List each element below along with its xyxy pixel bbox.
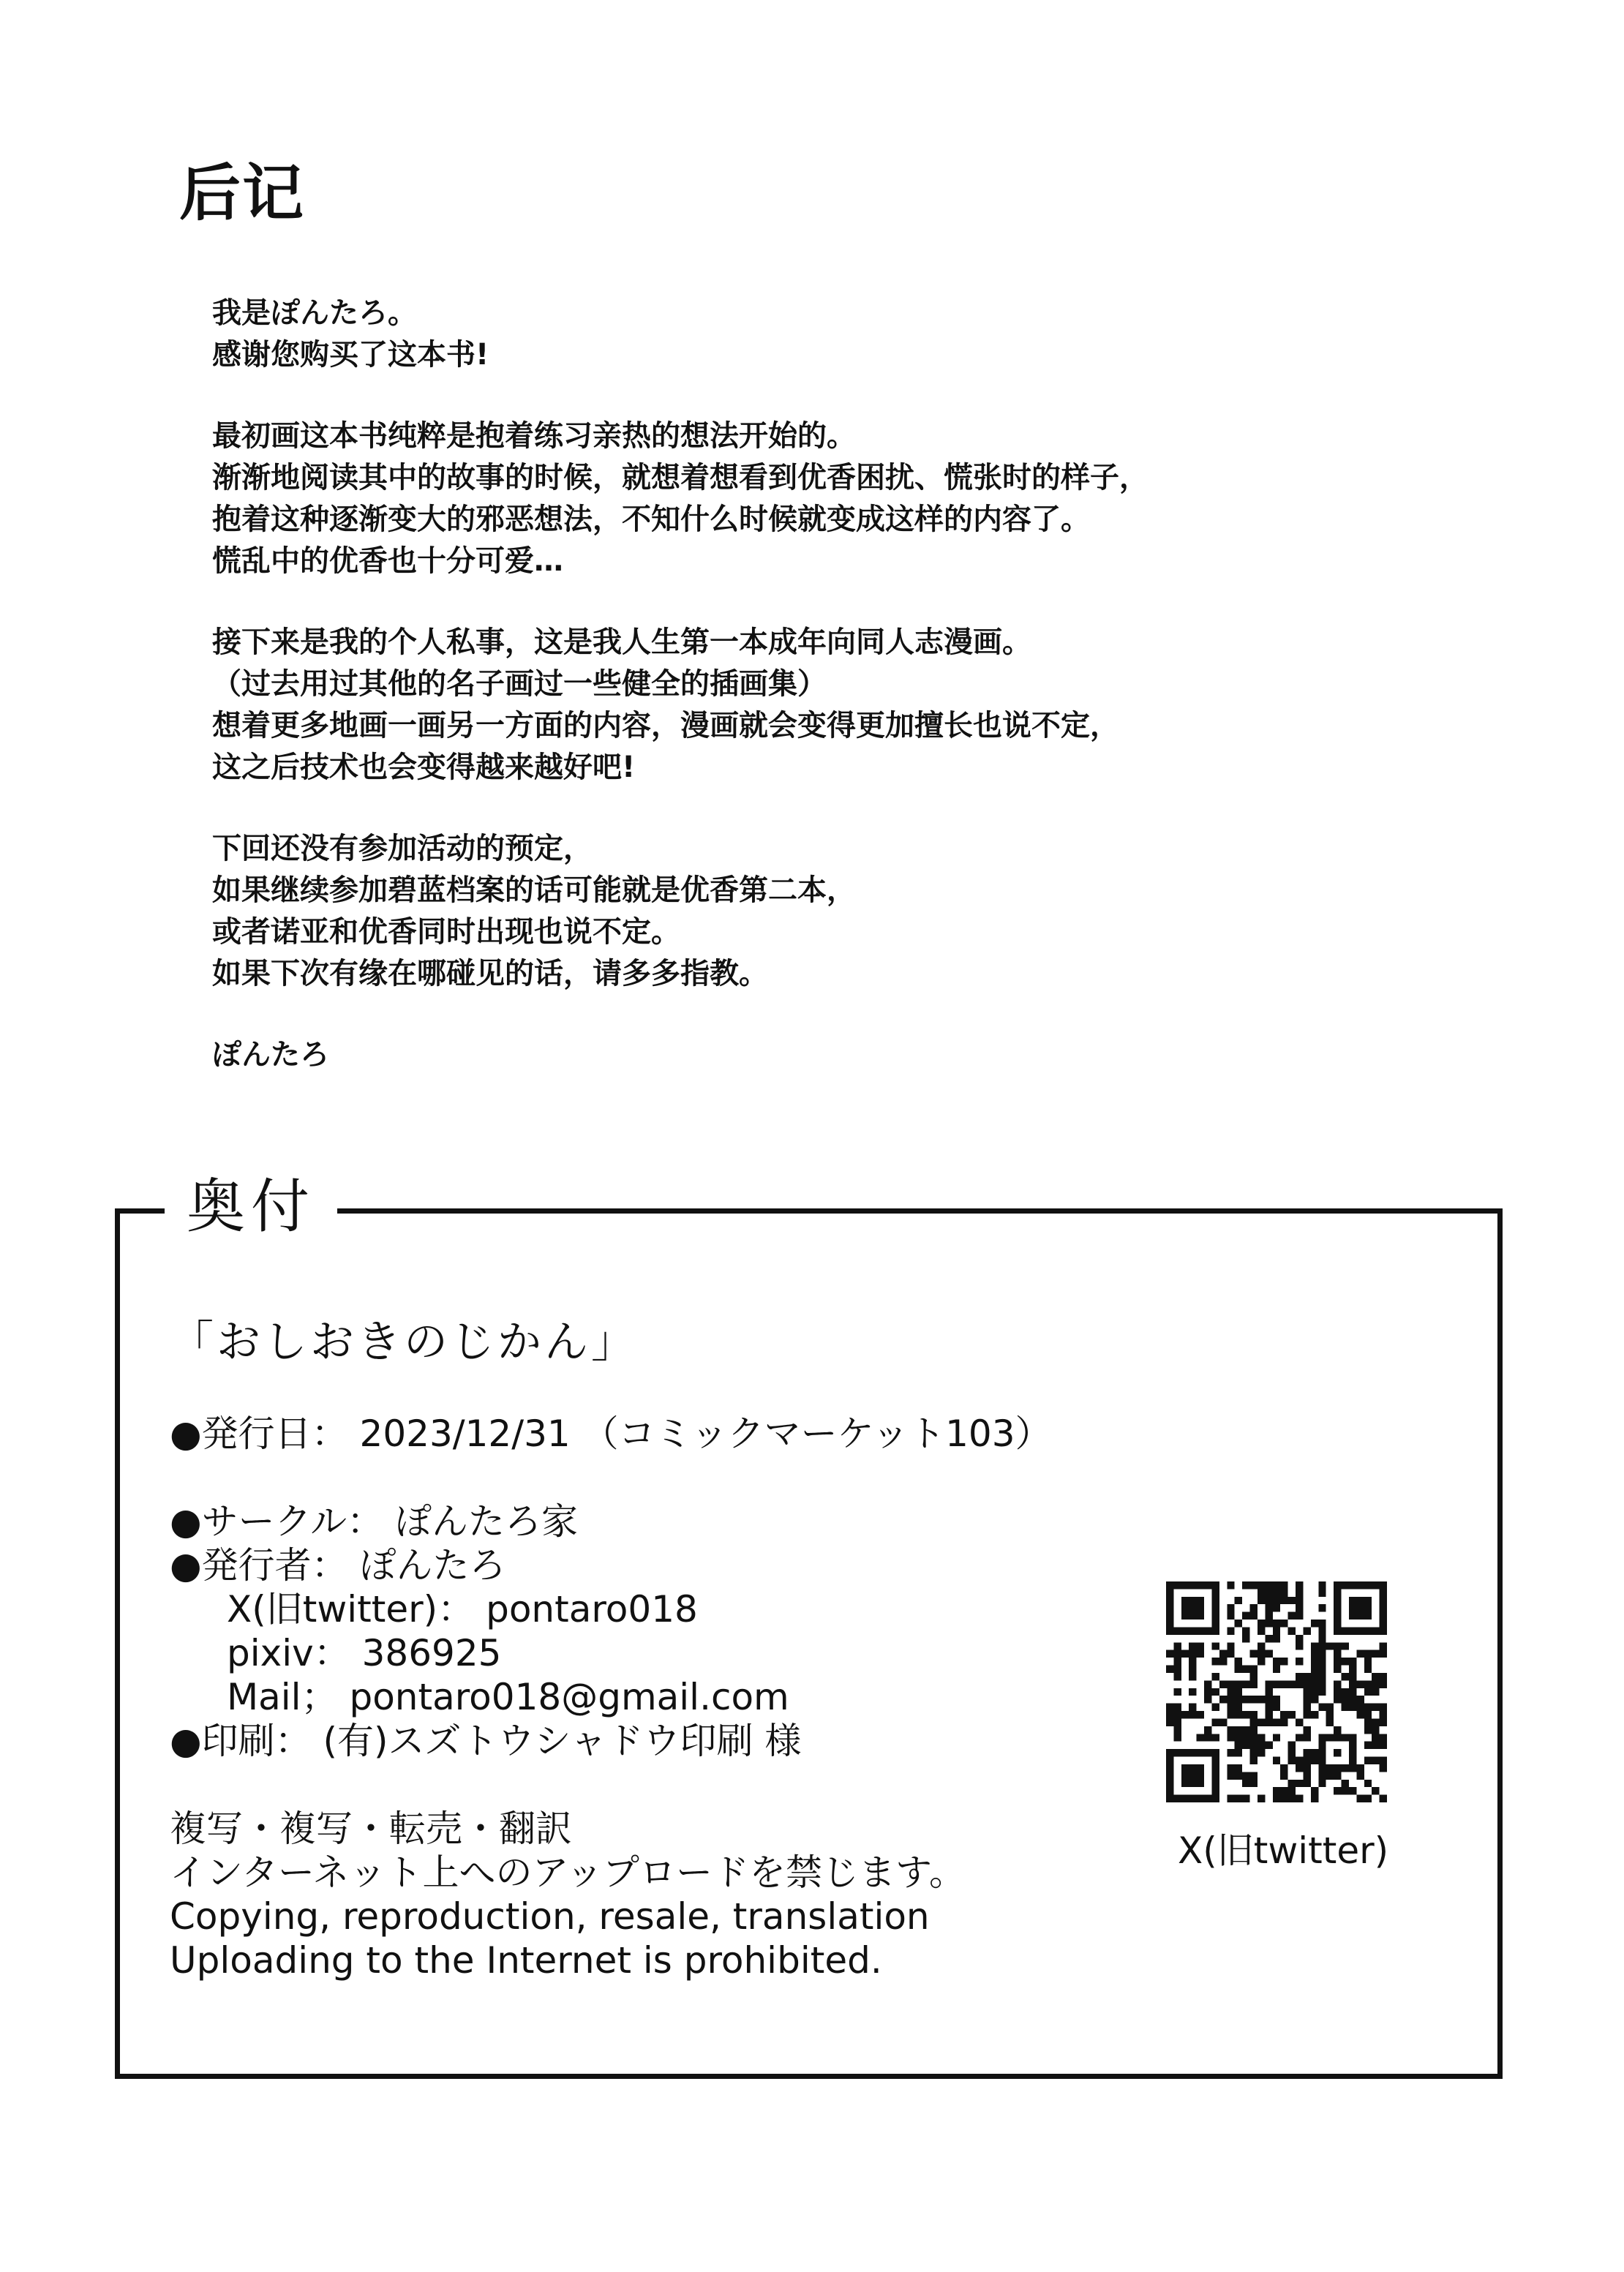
colophon-label: 奥付 <box>165 1170 337 1244</box>
afterword-line: 想着更多地画一画另一方面的内容，漫画就会变得更加擅长也说不定， <box>212 709 1119 742</box>
qr-code-icon <box>1166 1581 1387 1802</box>
notice-ja-line-1: 複写・複写・転売・翻訳 <box>170 1808 572 1850</box>
afterword-line: 最初画这本书纯粹是抱着练习亲热的想法开始的。 <box>212 419 856 453</box>
notice-en-line-1: Copying, reproduction, resale, translation <box>170 1895 930 1938</box>
afterword-paragraph <box>212 828 1456 995</box>
page-title: 后记 <box>179 157 306 229</box>
afterword-line: 如果继续参加碧蓝档案的话可能就是优香第二本， <box>212 873 856 907</box>
afterword-paragraph <box>212 293 1456 376</box>
afterword-line: 接下来是我的个人私事，这是我人生第一本成年向同人志漫画。 <box>212 625 1031 659</box>
circle-name: ●サークル： ぽんたろ家 <box>170 1500 579 1543</box>
afterword-line: 这之后技术也会变得越来越好吧! <box>212 751 636 784</box>
afterword-line: 或者诺亚和优香同时出现也说不定。 <box>212 915 680 949</box>
notice-ja-line-2: インターネット上へのアップロードを禁じます。 <box>170 1851 966 1894</box>
pixiv-id: pixiv： 386925 <box>227 1632 502 1674</box>
afterword-line: 慌乱中的优香也十分可爱… <box>212 544 563 578</box>
notice-en-line-2: Uploading to the Internet is prohibited. <box>170 1939 882 1982</box>
x-account: X(旧twitter)： pontaro018 <box>227 1588 698 1630</box>
afterword-line: （过去用过其他的名子画过一些健全的插画集） <box>212 667 827 701</box>
issue-date: ●発行日： 2023/12/31 （コミックマーケット103） <box>170 1413 1052 1455</box>
qr-caption: X(旧twitter) <box>1178 1829 1389 1872</box>
afterword-line: 如果下次有缘在哪碰见的话，请多多指教。 <box>212 957 768 990</box>
publisher: ●発行者： ぽんたろ <box>170 1544 506 1587</box>
afterword <box>212 293 1456 1076</box>
afterword-line: 我是ぽんたろ。 <box>212 296 417 330</box>
mail-address: Mail； pontaro018@gmail.com <box>227 1676 789 1718</box>
afterword-line: 抱着这种逐渐变大的邪恶想法，不知什么时候就变成这样的内容了。 <box>212 503 1090 536</box>
afterword-line: 感谢您购买了这本书! <box>212 338 489 372</box>
author-signature: ぽんたろ <box>212 1038 329 1072</box>
book-title: 「おしおきのじかん」 <box>170 1317 638 1368</box>
printer: ●印刷： (有)スズトウシャドウ印刷 様 <box>170 1720 802 1762</box>
afterword-line: 渐渐地阅读其中的故事的时候，就想着想看到优香困扰、慌张时的样子， <box>212 461 1149 494</box>
afterword-paragraph <box>212 622 1456 789</box>
afterword-paragraph <box>212 415 1456 582</box>
afterword-line: 下回还没有参加活动的预定， <box>212 832 593 865</box>
